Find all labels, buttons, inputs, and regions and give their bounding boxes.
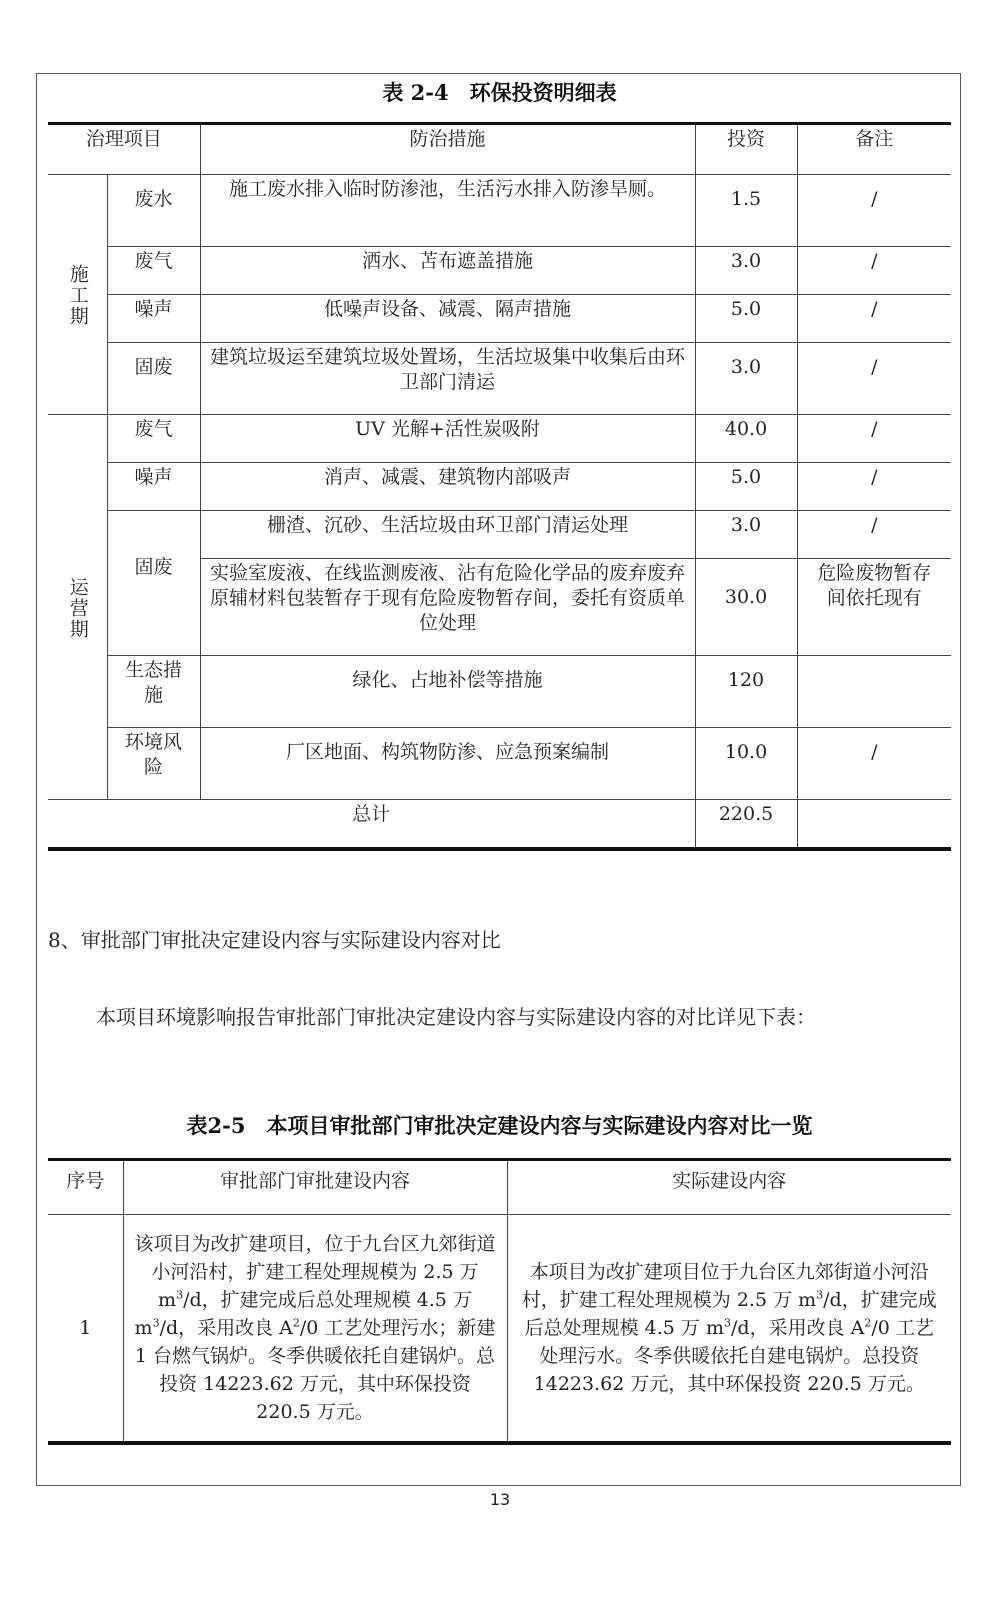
note-cell: /: [797, 463, 951, 511]
note-cell: /: [797, 343, 951, 415]
investment-cell: 3.0: [695, 343, 797, 415]
total-note: [797, 800, 951, 849]
section-paragraph: 本项目环境影响报告审批部门审批决定建设内容与实际建设内容的对比详见下表：: [96, 1005, 816, 1029]
table-row: [48, 343, 951, 415]
actual-text: /d，采用改良 A: [731, 1316, 865, 1339]
phase-label-operation: 运营期: [48, 415, 107, 800]
table-header-row: [48, 124, 951, 175]
item-cell: 噪声: [107, 295, 200, 343]
investment-cell: 1.5: [695, 175, 797, 247]
investment-cell: 40.0: [695, 415, 797, 463]
measure-cell: 施工废水排入临时防渗池，生活污水排入防渗旱厕。: [200, 175, 695, 247]
item-cell: 噪声: [107, 463, 200, 511]
table-row: [48, 656, 951, 728]
superscript: 2: [864, 1316, 872, 1330]
page-number: 13: [489, 1490, 511, 1509]
phase-label-construction: 施工期: [48, 175, 107, 415]
approved-text: /d，扩建完成后总处理规模 4.5 万 m: [134, 1288, 472, 1339]
total-label: 总计: [48, 800, 695, 849]
superscript: 3: [724, 1316, 731, 1330]
table-row: [48, 463, 951, 511]
item-cell: 固废: [107, 511, 200, 656]
superscript: 3: [816, 1288, 824, 1302]
actual-content: [507, 1215, 951, 1443]
note-cell: /: [797, 415, 951, 463]
comparison-table: [48, 1158, 951, 1445]
table-row: [48, 1215, 951, 1443]
item-cell: 固废: [107, 343, 200, 415]
header-investment: 投资: [695, 124, 797, 175]
item-cell: 环境风险: [107, 728, 200, 800]
superscript: 2: [292, 1316, 300, 1330]
table-row: [48, 415, 951, 463]
item-cell: 废气: [107, 415, 200, 463]
table-row: [48, 728, 951, 800]
approved-text: /d，采用改良 A: [159, 1316, 293, 1339]
investment-cell: 5.0: [695, 463, 797, 511]
measure-cell: 实验室废液、在线监测废液、沾有危险化学品的废弃废弃原辅材料包装暂存于现有危险废物暂存间，委托有资质单位处理: [200, 559, 695, 656]
table-row: [48, 295, 951, 343]
investment-cell: 30.0: [695, 559, 797, 656]
item-cell: 生态措施: [107, 656, 200, 728]
table-row: [48, 175, 951, 247]
investment-cell: 5.0: [695, 295, 797, 343]
investment-cell: 120: [695, 656, 797, 728]
note-cell: /: [797, 511, 951, 559]
note-cell: [797, 656, 951, 728]
header-note: 备注: [797, 124, 951, 175]
total-investment: 220.5: [695, 800, 797, 849]
superscript: 3: [176, 1288, 184, 1302]
item-cell: 废水: [107, 175, 200, 247]
investment-table: [48, 122, 951, 851]
measure-cell: UV 光解+活性炭吸附: [200, 415, 695, 463]
table-row: [48, 247, 951, 295]
superscript: 3: [152, 1316, 160, 1330]
measure-cell: 洒水、苫布遮盖措施: [200, 247, 695, 295]
header-approved: 审批部门审批建设内容: [123, 1160, 507, 1215]
investment-cell: 3.0: [695, 247, 797, 295]
measure-cell: 栅渣、沉砂、生活垃圾由环卫部门清运处理: [200, 511, 695, 559]
table-2-5-caption: 表2-5 本项目审批部门审批决定建设内容与实际建设内容对比一览: [186, 1113, 813, 1138]
note-cell: /: [797, 728, 951, 800]
measure-cell: 建筑垃圾运至建筑垃圾处置场，生活垃圾集中收集后由环卫部门清运: [200, 343, 695, 415]
table-2-4-caption: 表 2-4 环保投资明细表: [382, 80, 617, 105]
measure-cell: 消声、减震、建筑物内部吸声: [200, 463, 695, 511]
item-cell: 废气: [107, 247, 200, 295]
header-actual: 实际建设内容: [507, 1160, 951, 1215]
investment-cell: 10.0: [695, 728, 797, 800]
section-heading: 8、审批部门审批决定建设内容与实际建设内容对比: [48, 928, 501, 952]
actual-text: /0 工艺处理污水。冬季供暖依托自建电锅炉。总投资 14223.62 万元，其中环保投资 220.5 万元。: [533, 1316, 934, 1395]
approved-content: [123, 1215, 507, 1443]
note-cell: /: [797, 295, 951, 343]
header-item: 治理项目: [48, 124, 200, 175]
approved-text: 该项目为改扩建项目，位于九台区九郊街道小河沿村，扩建工程处理规模为 2.5 万 m: [134, 1232, 496, 1311]
table-header-row: [48, 1160, 951, 1215]
measure-cell: 绿化、占地补偿等措施: [200, 656, 695, 728]
approved-text: /0 工艺处理污水；新建 1 台燃气锅炉。冬季供暖依托自建锅炉。总投资 14223.62 万元，其中环保投资 220.5 万元。: [134, 1316, 496, 1423]
measure-cell: 厂区地面、构筑物防渗、应急预案编制: [200, 728, 695, 800]
total-row: [48, 800, 951, 849]
header-measure: 防治措施: [200, 124, 695, 175]
note-cell: /: [797, 247, 951, 295]
investment-cell: 3.0: [695, 511, 797, 559]
table-row: [48, 511, 951, 559]
actual-text: 本项目为改扩建项目位于九台区九郊街道小河沿村，扩建工程处理规模为 2.5 万 m: [521, 1260, 929, 1311]
header-no: 序号: [48, 1160, 123, 1215]
measure-cell: 低噪声设备、减震、隔声措施: [200, 295, 695, 343]
note-cell: /: [797, 175, 951, 247]
row-number: 1: [48, 1215, 123, 1443]
note-cell: 危险废物暂存间依托现有: [797, 559, 951, 656]
actual-text: /d，扩建完成后总处理规模 4.5 万 m: [524, 1288, 937, 1339]
